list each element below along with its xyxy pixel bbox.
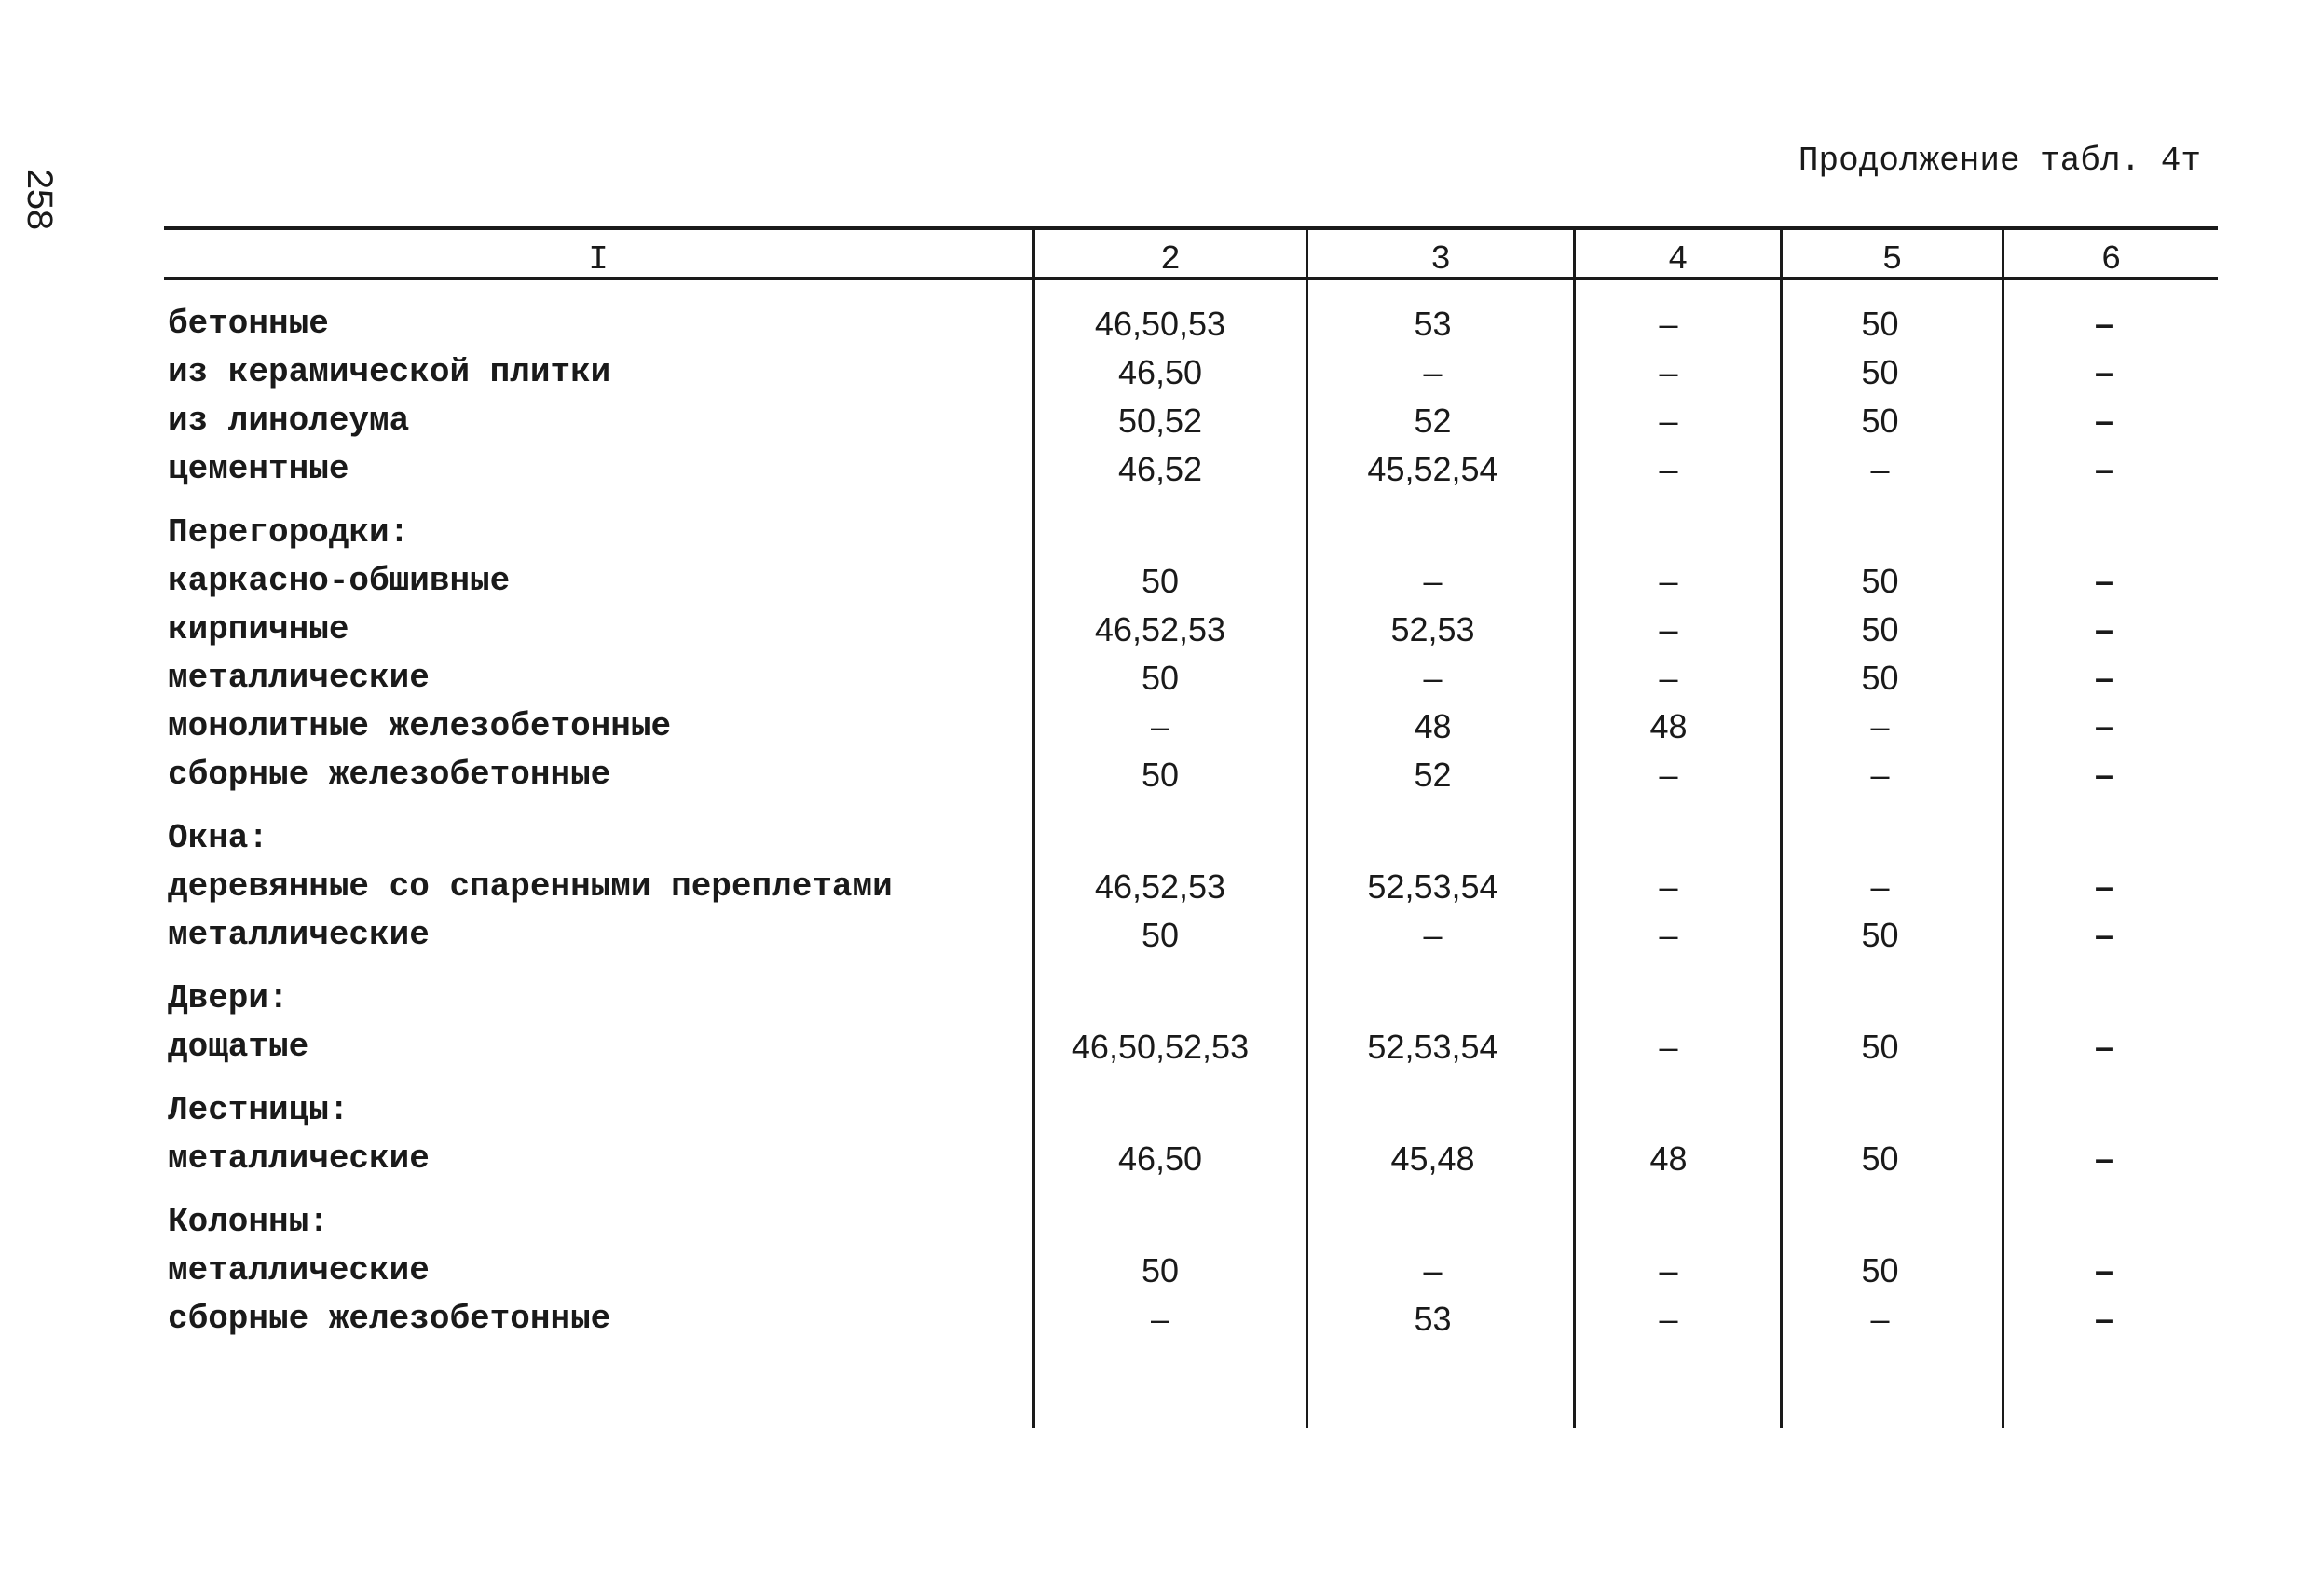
table-row <box>0 703 2311 751</box>
cell-c6: – <box>2094 450 2114 488</box>
row-label: металлические <box>168 659 430 697</box>
row-label: деревянные со спаренными переплетами <box>168 867 893 906</box>
cell-c6: – <box>2094 1300 2114 1338</box>
row-label: из керамической плитки <box>168 353 611 391</box>
cell-c2: 46,52 <box>1117 450 1203 488</box>
cell-c2: 46,50,53 <box>1094 305 1226 343</box>
table-row <box>0 1295 2311 1344</box>
cell-c3: 53 <box>1414 1300 1452 1338</box>
section-heading: Лестницы: <box>168 1091 349 1129</box>
cell-c4: – <box>1659 867 1678 906</box>
cell-c6: – <box>2094 562 2114 600</box>
cell-c3: 53 <box>1414 305 1452 343</box>
table-row <box>0 751 2311 799</box>
table-row <box>0 863 2311 911</box>
row-label: цементные <box>168 450 349 488</box>
row-label: металлические <box>168 1251 430 1289</box>
cell-c5: 50 <box>1861 1251 1899 1289</box>
cell-c3: – <box>1423 659 1443 697</box>
cell-c4: – <box>1659 305 1678 343</box>
cell-c3: – <box>1423 353 1443 391</box>
cell-c4: – <box>1659 450 1678 488</box>
cell-c5: 50 <box>1861 353 1899 391</box>
table-row <box>0 300 2311 348</box>
column-header: 4 <box>1667 240 1689 279</box>
column-header: 2 <box>1160 240 1181 279</box>
cell-c5: 50 <box>1861 659 1899 697</box>
cell-c5: – <box>1870 867 1890 906</box>
cell-c4: 48 <box>1649 1139 1688 1178</box>
cell-c2: 46,52,53 <box>1094 867 1226 906</box>
row-label: дощатые <box>168 1028 309 1066</box>
section-heading-row <box>0 509 2311 557</box>
cell-c5: 50 <box>1861 1139 1899 1178</box>
cell-c4: – <box>1659 756 1678 794</box>
table-row <box>0 445 2311 494</box>
table-top-rule <box>164 226 2218 230</box>
cell-c5: – <box>1870 450 1890 488</box>
cell-c3: – <box>1423 562 1443 600</box>
table-continuation-caption: Продолжение табл. 4т <box>1798 142 2201 180</box>
cell-c6: – <box>2094 916 2114 954</box>
row-label: металлические <box>168 1139 430 1178</box>
column-header: 5 <box>1881 240 1903 279</box>
table-row <box>0 1247 2311 1295</box>
cell-c6: – <box>2094 867 2114 906</box>
cell-c3: 52 <box>1414 756 1452 794</box>
cell-c6: – <box>2094 610 2114 648</box>
cell-c2: 46,50 <box>1117 1139 1203 1178</box>
cell-c5: 50 <box>1861 1028 1899 1066</box>
cell-c6: – <box>2094 707 2114 745</box>
cell-c5: 50 <box>1861 610 1899 648</box>
cell-c4: 48 <box>1649 707 1688 745</box>
cell-c2: 50 <box>1141 562 1180 600</box>
cell-c3: 52 <box>1414 402 1452 440</box>
cell-c4: – <box>1659 659 1678 697</box>
table-row <box>0 606 2311 654</box>
cell-c2: 50 <box>1141 1251 1180 1289</box>
cell-c6: – <box>2094 1251 2114 1289</box>
table-row <box>0 1135 2311 1183</box>
table-row <box>0 348 2311 397</box>
cell-c5: 50 <box>1861 305 1899 343</box>
cell-c5: – <box>1870 707 1890 745</box>
cell-c6: – <box>2094 353 2114 391</box>
cell-c4: – <box>1659 1251 1678 1289</box>
cell-c2: 46,50,52,53 <box>1071 1028 1250 1066</box>
table-row <box>0 397 2311 445</box>
cell-c4: – <box>1659 562 1678 600</box>
row-label: бетонные <box>168 305 329 343</box>
cell-c6: – <box>2094 402 2114 440</box>
cell-c6: – <box>2094 756 2114 794</box>
table-row <box>0 911 2311 960</box>
cell-c6: – <box>2094 1139 2114 1178</box>
table-row <box>0 557 2311 606</box>
cell-c3: 45,48 <box>1390 1139 1475 1178</box>
column-header: I <box>588 240 609 279</box>
section-heading-row <box>0 1086 2311 1135</box>
cell-c6: – <box>2094 659 2114 697</box>
section-heading: Колонны: <box>168 1203 329 1241</box>
row-label: кирпичные <box>168 610 349 648</box>
cell-c3: – <box>1423 916 1443 954</box>
cell-c3: 52,53,54 <box>1367 867 1498 906</box>
column-header: 3 <box>1430 240 1451 279</box>
cell-c6: – <box>2094 305 2114 343</box>
column-header: 6 <box>2100 240 2122 279</box>
section-heading-row <box>0 975 2311 1023</box>
cell-c3: 52,53,54 <box>1367 1028 1498 1066</box>
cell-c2: 46,50 <box>1117 353 1203 391</box>
row-label: сборные железобетонные <box>168 1300 611 1338</box>
cell-c4: – <box>1659 610 1678 648</box>
cell-c5: – <box>1870 1300 1890 1338</box>
section-heading: Окна: <box>168 819 269 857</box>
cell-c2: 50 <box>1141 756 1180 794</box>
cell-c4: – <box>1659 1300 1678 1338</box>
cell-c3: 45,52,54 <box>1367 450 1498 488</box>
row-label: металлические <box>168 916 430 954</box>
cell-c2: 46,52,53 <box>1094 610 1226 648</box>
section-heading: Двери: <box>168 979 289 1017</box>
cell-c2: 50 <box>1141 916 1180 954</box>
cell-c4: – <box>1659 402 1678 440</box>
cell-c4: – <box>1659 353 1678 391</box>
cell-c2: – <box>1150 1300 1170 1338</box>
row-label: из линолеума <box>168 402 410 440</box>
row-label: сборные железобетонные <box>168 756 611 794</box>
table-row <box>0 1023 2311 1071</box>
table-row <box>0 654 2311 703</box>
row-label: каркасно-обшивные <box>168 562 511 600</box>
cell-c4: – <box>1659 1028 1678 1066</box>
cell-c3: 48 <box>1414 707 1452 745</box>
page-number: 258 <box>16 168 58 230</box>
cell-c3: – <box>1423 1251 1443 1289</box>
row-label: монолитные железобетонные <box>168 707 672 745</box>
cell-c5: 50 <box>1861 562 1899 600</box>
section-heading: Перегородки: <box>168 513 410 552</box>
cell-c6: – <box>2094 1028 2114 1066</box>
section-heading-row <box>0 814 2311 863</box>
section-heading-row <box>0 1198 2311 1247</box>
cell-c5: 50 <box>1861 916 1899 954</box>
cell-c2: 50 <box>1141 659 1180 697</box>
cell-c5: 50 <box>1861 402 1899 440</box>
cell-c4: – <box>1659 916 1678 954</box>
cell-c2: – <box>1150 707 1170 745</box>
cell-c2: 50,52 <box>1117 402 1203 440</box>
cell-c3: 52,53 <box>1390 610 1475 648</box>
cell-c5: – <box>1870 756 1890 794</box>
